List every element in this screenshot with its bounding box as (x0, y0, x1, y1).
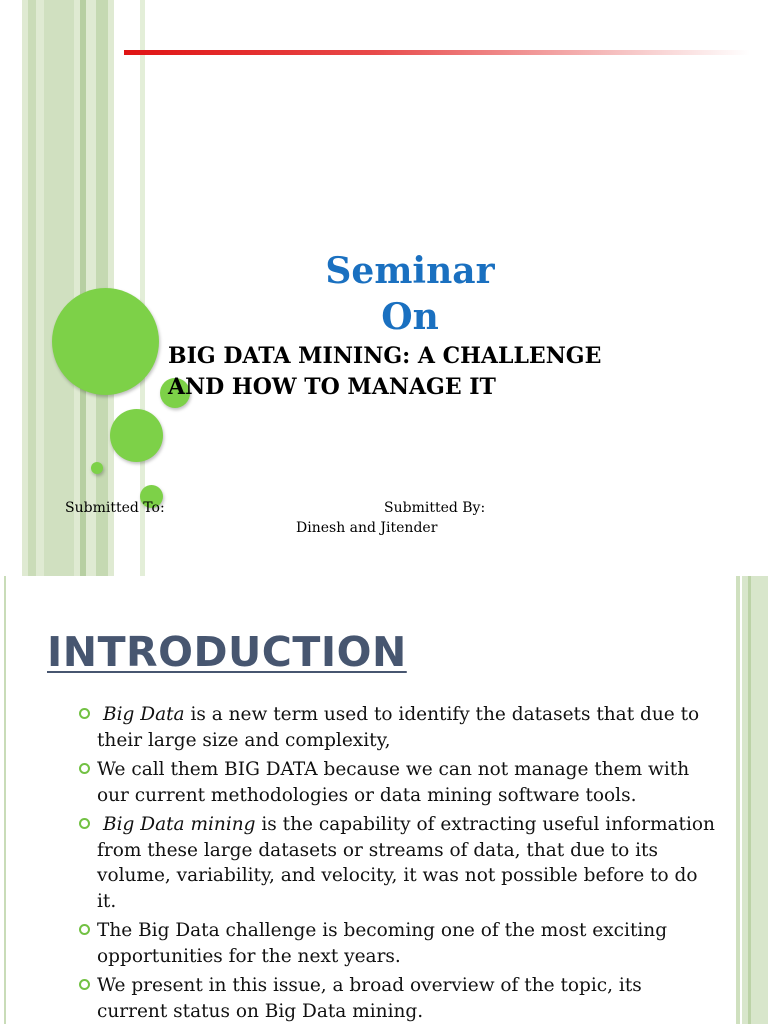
decor-stripe (4, 576, 6, 1024)
submitted-by-label: Submitted By: (384, 500, 486, 516)
list-item (76, 757, 716, 808)
bullet-text: is a new term used to identify the datasets that due to their large size and complexity, (97, 704, 700, 751)
bullet-emphasis: Big Data mining (103, 814, 256, 835)
bullet-text: We call them BIG DATA because we can not manage them with our current methodologies or data mining software tools. (97, 759, 690, 806)
circle-bullet-icon (79, 708, 90, 719)
topic-heading (168, 341, 688, 403)
submitted-to-label: Submitted To: (65, 500, 165, 516)
circle-bullet-icon (79, 818, 90, 829)
bullet-list (76, 702, 716, 1024)
topic-line: BIG DATA MINING: A CHALLENGE (168, 343, 602, 369)
list-item (76, 702, 716, 753)
list-item (76, 973, 716, 1024)
decor-stripe (748, 576, 751, 1024)
decor-circle-medium (110, 409, 163, 462)
bullet-emphasis: Big Data (103, 704, 185, 725)
accent-line (124, 50, 750, 55)
slide-title: INTRODUCTION (47, 628, 407, 676)
circle-bullet-icon (79, 979, 90, 990)
slide-title: Seminar (325, 250, 495, 292)
decor-stripe (742, 576, 768, 1024)
topic-line: AND HOW TO MANAGE IT (168, 374, 496, 400)
bullet-text: We present in this issue, a broad overview of the topic, its current status on Big Data mining. (97, 975, 642, 1022)
authors: Dinesh and Jitender (296, 520, 438, 536)
introduction-slide (0, 576, 768, 1024)
list-item (76, 918, 716, 969)
list-item (76, 812, 716, 914)
decor-circle-tiny (91, 462, 103, 474)
circle-bullet-icon (79, 924, 90, 935)
bullet-text: The Big Data challenge is becoming one of the most exciting opportunities for the next years. (97, 920, 668, 967)
slide-title-on: On (381, 296, 439, 338)
bullet-text: is the capability of extracting useful information from these large datasets or streams of data, that due to its volume, variability, and velocity, it was not possible before to do it. (97, 814, 715, 912)
decor-stripe (736, 576, 740, 1024)
circle-bullet-icon (79, 763, 90, 774)
